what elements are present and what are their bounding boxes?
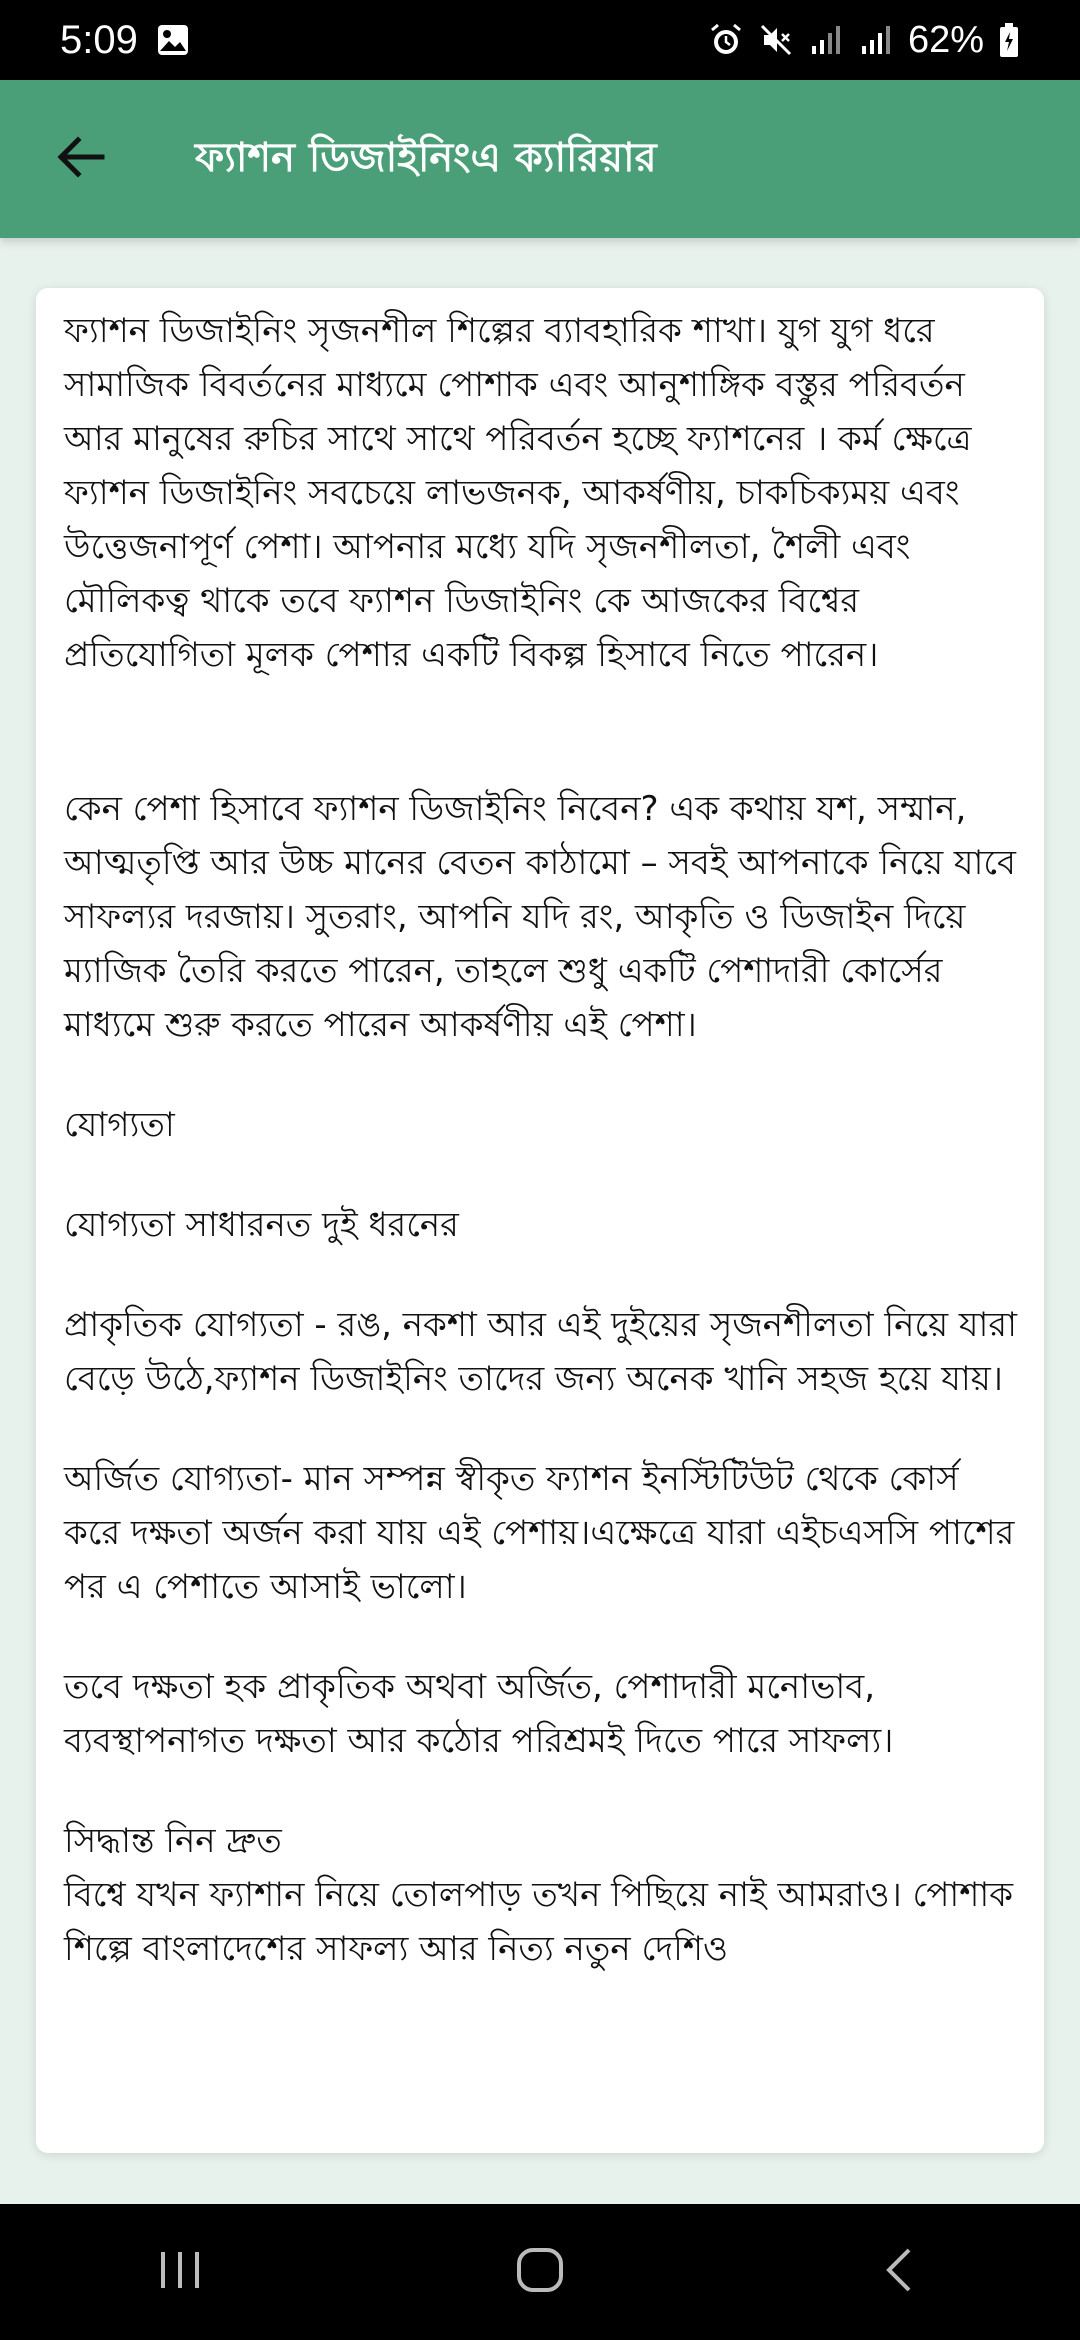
status-bar xyxy=(0,0,1080,80)
article-paragraph: প্রাকৃতিক যোগ্যতা - রঙ, নকশা আর এই দুইয়ের সৃজনশীলতা নিয়ে যারা বেড়ে উঠে,ফ্যাশন ডিজাইনিং তাদের জন্য অনেক খানি সহজ হয়ে যায়। xyxy=(64,1305,1017,1399)
image-icon xyxy=(156,23,190,57)
app-bar xyxy=(0,80,1080,238)
home-button[interactable] xyxy=(460,2222,620,2322)
signal-icon xyxy=(808,22,844,58)
article-card[interactable] xyxy=(36,288,1044,2153)
article-heading: সিদ্ধান্ত নিন দ্রুত xyxy=(64,1821,282,1861)
article-paragraph: অর্জিত যোগ্যতা- মান সম্পন্ন স্বীকৃত ফ্যাশন ইনস্টিটিউট থেকে কোর্স করে দক্ষতা অর্জন করা যায় এই পেশায়।এক্ষেত্রে যারা এইচএসসি পাশের পর এ পেশাতে আসাই ভালো। xyxy=(64,1459,1015,1607)
arrow-left-icon xyxy=(54,131,106,187)
alarm-icon xyxy=(708,22,744,58)
back-nav-button[interactable] xyxy=(820,2222,980,2322)
recent-apps-button[interactable] xyxy=(100,2222,260,2322)
back-button[interactable] xyxy=(25,104,135,214)
article-body xyxy=(36,288,1044,1976)
article-paragraph: কেন পেশা হিসাবে ফ্যাশন ডিজাইনিং নিবেন? এক কথায় যশ, সম্মান, আত্মতৃপ্তি আর উচ্চ মানের বেতন কাঠামো – সবই আপনাকে নিয়ে যাবে সাফল্যর দরজায়। সুতরাং, আপনি যদি রং, আকৃতি ও ডিজাইন দিয়ে ম্যাজিক তৈরি করতে পারেন, তাহলে শুধু একটি পেশাদারী কোর্সের মাধ্যমে শুরু করতে পারেন আকর্ষণীয় এই পেশা। xyxy=(64,789,1016,1045)
article-paragraph: ফ্যাশন ডিজাইনিং সৃজনশীল শিল্পের ব্যাবহারিক শাখা। যুগ যুগ ধরে সামাজিক বিবর্তনের মাধ্যমে পোশাক এবং আনুশাঙ্গিক বস্তুর পরিবর্তন আর মানুষের রুচির সাথে সাথে পরিবর্তন হচ্ছে ফ্যাশনের । কর্ম ক্ষেত্রে ফ্যাশন ডিজাইনিং সবচেয়ে লাভজনক, আকর্ষণীয়, চাকচিক্যময় এবং উত্তেজনাপূর্ণ পেশা। আপনার মধ্যে যদি সৃজনশীলতা, শৈলী এবং মৌলিকত্ব থাকে তবে ফ্যাশন ডিজাইনিং কে আজকের বিশ্বের প্রতিযোগিতা মূলক পেশার একটি বিকল্প হিসাবে নিতে পারেন। xyxy=(64,311,972,675)
battery-icon xyxy=(998,22,1020,58)
home-icon xyxy=(514,2244,566,2300)
battery-percent: 62% xyxy=(907,18,984,61)
recent-apps-icon xyxy=(155,2245,205,2299)
article-paragraph: যোগ্যতা সাধারনত দুই ধরনের xyxy=(64,1205,459,1245)
signal-icon-2 xyxy=(858,22,894,58)
article-paragraph: বিশ্বে যখন ফ্যাশান নিয়ে তোলপাড় তখন পিছিয়ে নাই আমরাও। পোশাক শিল্পে বাংলাদেশের সাফল্য আর নিত্য নতুন দেশিও xyxy=(64,1875,1014,1969)
navigation-bar xyxy=(0,2204,1080,2340)
mute-icon xyxy=(758,22,794,58)
article-heading: যোগ্যতা xyxy=(64,1105,175,1145)
page-title: ফ্যাশন ডিজাইনিংএ ক্যারিয়ার xyxy=(195,134,657,181)
article-paragraph: তবে দক্ষতা হক প্রাকৃতিক অথবা অর্জিত, পেশাদারী মনোভাব, ব্যবস্থাপনাগত দক্ষতা আর কঠোর পরিশ্রমই দিতে পারে সাফল্য। xyxy=(64,1667,894,1761)
status-time: 5:09 xyxy=(60,17,138,62)
back-icon xyxy=(875,2245,925,2299)
